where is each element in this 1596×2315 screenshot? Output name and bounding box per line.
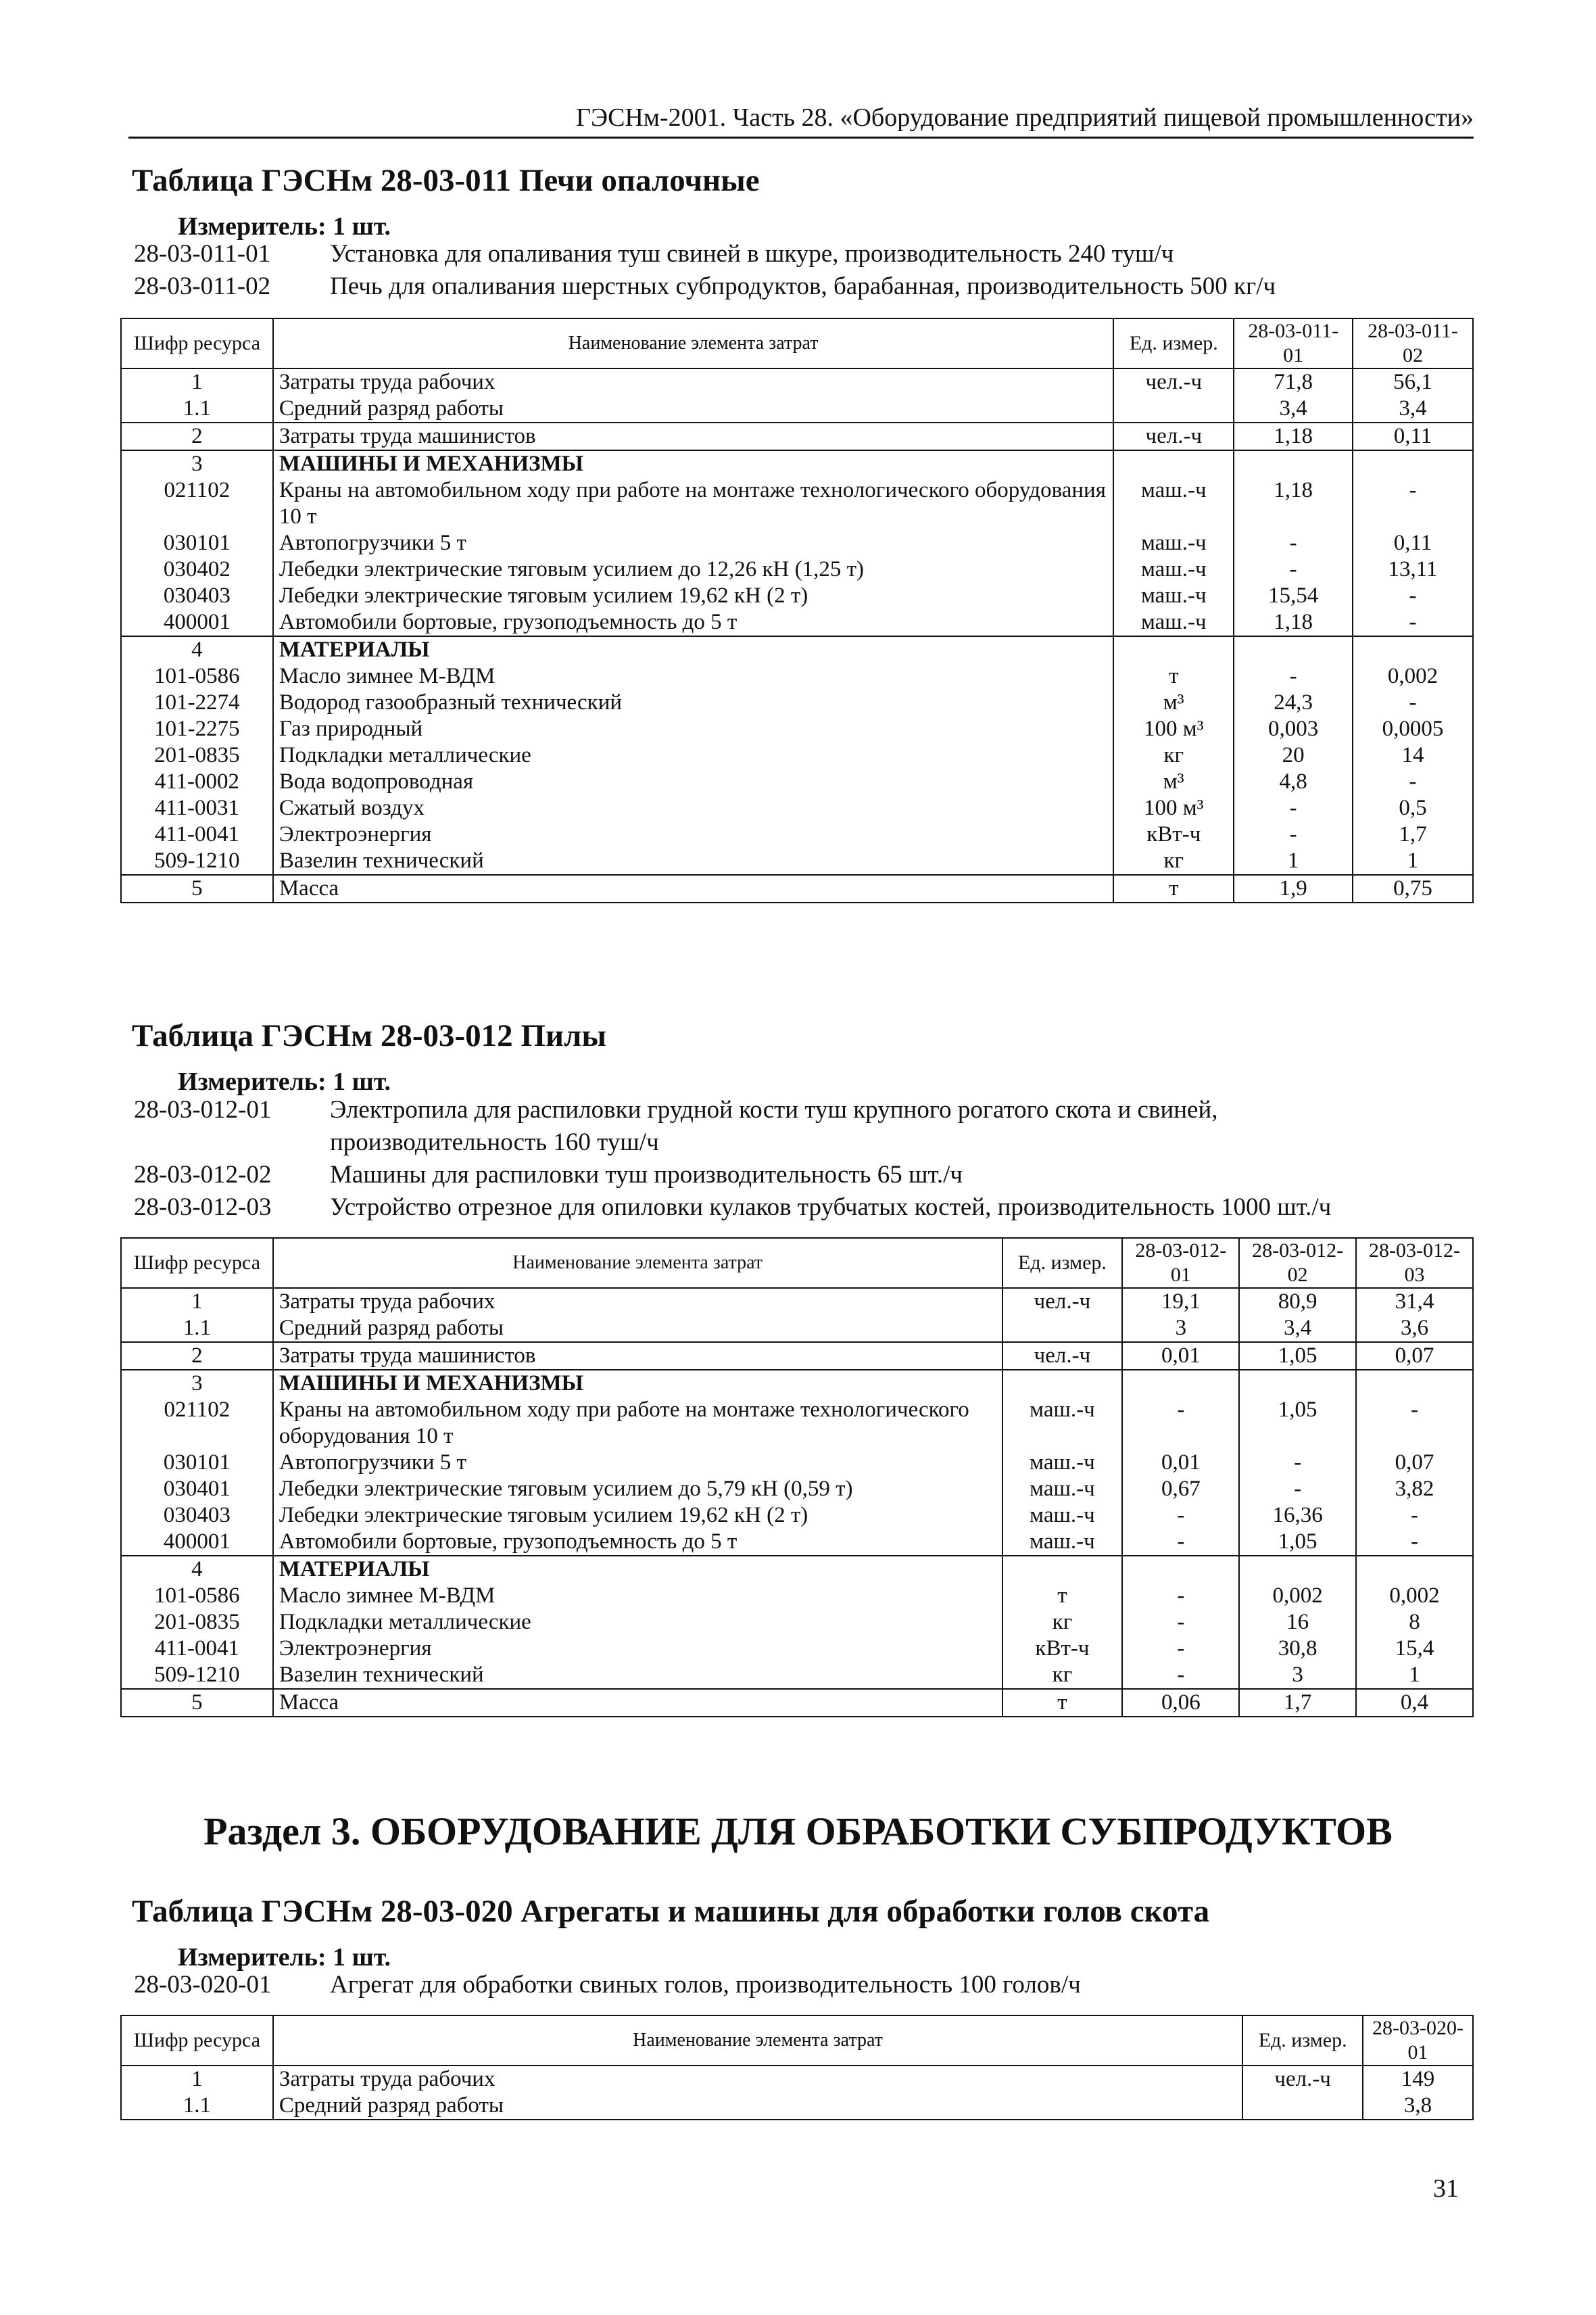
norm-value: 0,4 [1356,1689,1473,1717]
norm-value: 13,11 [1353,556,1473,583]
cost-element-name: Газ природный [273,716,1114,742]
unit-of-measure: м³ [1113,769,1234,795]
section-title: Раздел 3. ОБОРУДОВАНИЕ ДЛЯ ОБРАБОТКИ СУБПРОДУКТОВ [203,1809,1393,1853]
norm-value: 149 [1363,2066,1473,2093]
norm-value [1353,636,1473,663]
norm-value [1234,636,1353,663]
column-header-unit: Ед. измер. [1113,318,1234,368]
norm-value: 0,0005 [1353,716,1473,742]
norm-value: 0,5 [1353,795,1473,821]
norm-value: 0,01 [1122,1450,1239,1476]
table-row [121,848,1473,875]
resource-code: 4 [121,636,273,663]
unit-of-measure: маш.-ч [1002,1529,1123,1556]
table-row [121,1342,1473,1370]
resource-code: 021102 [121,1397,273,1450]
cost-element-name: Лебедки электрические тяговым усилием до 12,26 кН (1,25 т) [273,556,1114,583]
norm-value [1356,1370,1473,1397]
resource-code: 201-0835 [121,1609,273,1636]
resource-code: 101-0586 [121,1583,273,1609]
unit-of-measure: кг [1002,1609,1123,1636]
norm-value: 14 [1353,742,1473,769]
unit-of-measure [1113,450,1234,477]
norm-value: - [1353,583,1473,609]
cost-element-name: Вазелин технический [273,1662,1002,1689]
norm-value: 8 [1356,1609,1473,1636]
cost-element-name: Электроэнергия [273,821,1114,848]
resource-code: 400001 [121,609,273,636]
norm-value: 3,4 [1353,396,1473,423]
cost-element-name: Автомобили бортовые, грузоподъемность до 5 т [273,1529,1002,1556]
resource-code: 1 [121,368,273,396]
resource-table [120,2015,1474,2120]
cost-element-name: Средний разряд работы [273,396,1114,423]
table-row [121,423,1473,450]
norm-value: 1,05 [1239,1342,1356,1370]
norm-value: 20 [1234,742,1353,769]
norm-code: 28-03-012-03 [134,1193,272,1221]
norm-description: Агрегат для обработки свиных голов, производительность 100 голов/ч [330,1971,1081,1999]
norm-value: 0,002 [1356,1583,1473,1609]
table-row [121,1583,1473,1609]
norm-value [1239,1370,1356,1397]
norm-value: - [1353,609,1473,636]
cost-element-name: МАТЕРИАЛЫ [273,1556,1002,1583]
cost-element-name: Вода водопроводная [273,769,1114,795]
norm-value: 0,11 [1353,423,1473,450]
norm-value: 3,6 [1356,1315,1473,1342]
unit-of-measure: маш.-ч [1113,609,1234,636]
norm-value: 30,8 [1239,1636,1356,1662]
table-row [121,716,1473,742]
table-title: Таблица ГЭСНм 28-03-020 Агрегаты и машины для обработки голов скота [132,1894,1210,1929]
norm-code-line [134,1094,1411,1159]
unit-of-measure [1002,1556,1123,1583]
unit-of-measure: маш.-ч [1113,583,1234,609]
norm-value: - [1239,1450,1356,1476]
norm-value: - [1234,663,1353,690]
resource-code: 3 [121,1370,273,1397]
norm-value: - [1122,1502,1239,1529]
norm-value: 0,75 [1353,875,1473,903]
resource-code: 400001 [121,1529,273,1556]
cost-element-name: Затраты труда рабочих [273,1288,1002,1315]
norm-value: 1,05 [1239,1529,1356,1556]
norm-code-line [134,1969,1479,2001]
table-header-row [121,1238,1473,1288]
resource-code: 4 [121,1556,273,1583]
column-header-norm: 28-03-012-02 [1239,1238,1356,1288]
norm-value: 3,82 [1356,1476,1473,1502]
table-row [121,1662,1473,1689]
cost-element-name: Краны на автомобильном ходу при работе на монтаже технологического оборудования 10 т [273,1397,1002,1450]
resource-code: 411-0041 [121,1636,273,1662]
table-row [121,1397,1473,1450]
norm-value: 15,54 [1234,583,1353,609]
column-header-unit: Ед. измер. [1002,1238,1123,1288]
unit-of-measure: маш.-ч [1113,556,1234,583]
unit-of-measure: кВт-ч [1002,1636,1123,1662]
measure-label: Измеритель: 1 шт. [178,212,391,241]
cost-element-name: Масло зимнее М-ВДМ [273,663,1114,690]
resource-code: 030403 [121,1502,273,1529]
column-header-code: Шифр ресурса [121,318,273,368]
table-row [121,663,1473,690]
table-row [121,368,1473,396]
table-row [121,1502,1473,1529]
column-header-norm: 28-03-011-01 [1234,318,1353,368]
norm-value: - [1122,1583,1239,1609]
group-row [121,450,1473,477]
cost-element-name: МАШИНЫ И МЕХАНИЗМЫ [273,1370,1002,1397]
resource-code: 201-0835 [121,742,273,769]
norm-value: 15,4 [1356,1636,1473,1662]
table-row [121,1450,1473,1476]
unit-of-measure: маш.-ч [1002,1397,1123,1450]
table-row [121,875,1473,903]
table-row [121,769,1473,795]
norm-value: 1,7 [1239,1689,1356,1717]
norm-value [1239,1556,1356,1583]
unit-of-measure: т [1113,875,1234,903]
resource-code: 411-0031 [121,795,273,821]
table-row [121,690,1473,716]
norm-value: - [1353,690,1473,716]
resource-code: 411-0041 [121,821,273,848]
table-row [121,1636,1473,1662]
norm-value: 1 [1356,1662,1473,1689]
norm-description: Печь для опаливания шерстных субпродуктов, барабанная, производительность 500 кг/ч [330,272,1276,300]
cost-element-name: Автопогрузчики 5 т [273,530,1114,556]
group-row [121,1556,1473,1583]
column-header-name: Наименование элемента затрат [273,2015,1242,2066]
norm-value: 0,06 [1122,1689,1239,1717]
norm-value: 3,8 [1363,2093,1473,2120]
unit-of-measure: 100 м³ [1113,716,1234,742]
norm-value: 0,01 [1122,1342,1239,1370]
resource-code: 2 [121,1342,273,1370]
unit-of-measure [1113,636,1234,663]
table-header-row [121,2015,1473,2066]
table-row [121,396,1473,423]
norm-value: 56,1 [1353,368,1473,396]
table-row [121,583,1473,609]
table-row [121,795,1473,821]
resource-code: 030101 [121,530,273,556]
unit-of-measure: т [1002,1689,1123,1717]
resource-code: 509-1210 [121,848,273,875]
table-row [121,477,1473,530]
norm-value: 0,11 [1353,530,1473,556]
norm-code-line [134,1159,1479,1191]
cost-element-name: Затраты труда рабочих [273,368,1114,396]
column-header-code: Шифр ресурса [121,2015,273,2066]
resource-table [120,318,1474,903]
norm-description: Электропила для распиловки грудной кости туш крупного рогатого скота и свиней, производительность 160 туш/ч [330,1096,1218,1156]
cost-element-name: Масса [273,1689,1002,1717]
unit-of-measure: кВт-ч [1113,821,1234,848]
cost-element-name: Лебедки электрические тяговым усилием 19,62 кН (2 т) [273,583,1114,609]
column-header-norm: 28-03-011-02 [1353,318,1473,368]
unit-of-measure: маш.-ч [1002,1502,1123,1529]
resource-code: 1.1 [121,2093,273,2120]
resource-code: 5 [121,1689,273,1717]
resource-code: 030403 [121,583,273,609]
norm-value [1353,450,1473,477]
resource-code: 1 [121,1288,273,1315]
resource-code: 5 [121,875,273,903]
resource-code: 101-0586 [121,663,273,690]
unit-of-measure: кг [1113,742,1234,769]
running-header: ГЭСНм-2001. Часть 28. «Оборудование предприятий пищевой промышленности» [128,103,1474,139]
group-row [121,636,1473,663]
norm-value: 19,1 [1122,1288,1239,1315]
norm-code-line [134,238,1479,270]
unit-of-measure: кг [1002,1662,1123,1689]
norm-code: 28-03-011-01 [134,240,271,268]
norm-value: 3 [1239,1662,1356,1689]
cost-element-name: Водород газообразный технический [273,690,1114,716]
table-row [121,2066,1473,2093]
norm-value: 16,36 [1239,1502,1356,1529]
measure-label: Измеритель: 1 шт. [178,1068,391,1096]
norm-value: - [1356,1502,1473,1529]
cost-element-name: Подкладки металлические [273,742,1114,769]
column-header-code: Шифр ресурса [121,1238,273,1288]
resource-code: 1.1 [121,1315,273,1342]
cost-element-name: Затраты труда машинистов [273,1342,1002,1370]
norm-value: 3,4 [1234,396,1353,423]
cost-element-name: Средний разряд работы [273,1315,1002,1342]
unit-of-measure: маш.-ч [1002,1476,1123,1502]
norm-value: - [1353,769,1473,795]
norm-value: 24,3 [1234,690,1353,716]
table-row [121,742,1473,769]
unit-of-measure: т [1113,663,1234,690]
norm-value: - [1356,1397,1473,1450]
table-row [121,530,1473,556]
norm-value: - [1122,1662,1239,1689]
unit-of-measure: чел.-ч [1242,2066,1363,2093]
norm-value: - [1122,1397,1239,1450]
table-row [121,1476,1473,1502]
cost-element-name: Автопогрузчики 5 т [273,1450,1002,1476]
norm-code: 28-03-012-01 [134,1096,272,1124]
norm-value: 0,003 [1234,716,1353,742]
cost-element-name: Автомобили бортовые, грузоподъемность до 5 т [273,609,1114,636]
resource-code: 2 [121,423,273,450]
table-row [121,1315,1473,1342]
norm-value: 31,4 [1356,1288,1473,1315]
table-row [121,609,1473,636]
table-row [121,821,1473,848]
unit-of-measure [1113,396,1234,423]
cost-element-name: Сжатый воздух [273,795,1114,821]
unit-of-measure: чел.-ч [1002,1288,1123,1315]
resource-table [120,1237,1474,1717]
cost-element-name: Масса [273,875,1114,903]
table-title: Таблица ГЭСНм 28-03-012 Пилы [132,1018,607,1053]
unit-of-measure: кг [1113,848,1234,875]
norm-value: - [1239,1476,1356,1502]
norm-code-line [134,1191,1479,1224]
resource-code: 411-0002 [121,769,273,795]
cost-element-name: Средний разряд работы [273,2093,1242,2120]
cost-element-name: Лебедки электрические тяговым усилием 19,62 кН (2 т) [273,1502,1002,1529]
resource-code: 030401 [121,1476,273,1502]
group-row [121,1370,1473,1397]
cost-element-name: Краны на автомобильном ходу при работе на монтаже технологического оборудования 10 т [273,477,1114,530]
resource-code: 101-2274 [121,690,273,716]
norm-value: - [1122,1609,1239,1636]
norm-code: 28-03-020-01 [134,1971,272,1999]
unit-of-measure [1242,2093,1363,2120]
norm-value: 0,002 [1239,1583,1356,1609]
page-number: 31 [1433,2174,1459,2203]
norm-value [1234,450,1353,477]
column-header-name: Наименование элемента затрат [273,318,1114,368]
norm-value: 3,4 [1239,1315,1356,1342]
unit-of-measure: чел.-ч [1113,368,1234,396]
table-header-row [121,318,1473,368]
table-row [121,1689,1473,1717]
unit-of-measure: маш.-ч [1002,1450,1123,1476]
norm-value [1122,1556,1239,1583]
norm-value: 1,7 [1353,821,1473,848]
unit-of-measure: чел.-ч [1002,1342,1123,1370]
table-row [121,1288,1473,1315]
measure-label: Измеритель: 1 шт. [178,1943,391,1972]
norm-value: 16 [1239,1609,1356,1636]
norm-value: - [1234,556,1353,583]
norm-value: 0,07 [1356,1450,1473,1476]
norm-value: 4,8 [1234,769,1353,795]
column-header-norm: 28-03-020-01 [1363,2015,1473,2066]
column-header-unit: Ед. измер. [1242,2015,1363,2066]
unit-of-measure: маш.-ч [1113,530,1234,556]
norm-value: 0,67 [1122,1476,1239,1502]
column-header-name: Наименование элемента затрат [273,1238,1002,1288]
norm-description: Устройство отрезное для опиловки кулаков трубчатых костей, производительность 1000 шт./ч [330,1193,1332,1221]
norm-description: Машины для распиловки туш производительность 65 шт./ч [330,1161,963,1189]
column-header-norm: 28-03-012-01 [1122,1238,1239,1288]
table-row [121,2093,1473,2120]
unit-of-measure: 100 м³ [1113,795,1234,821]
norm-value: 0,07 [1356,1342,1473,1370]
norm-value: 0,002 [1353,663,1473,690]
norm-value: 1 [1353,848,1473,875]
unit-of-measure [1002,1370,1123,1397]
norm-value: - [1122,1529,1239,1556]
norm-value: - [1234,795,1353,821]
cost-element-name: МАТЕРИАЛЫ [273,636,1114,663]
unit-of-measure: чел.-ч [1113,423,1234,450]
cost-element-name: Электроэнергия [273,1636,1002,1662]
unit-of-measure: т [1002,1583,1123,1609]
norm-value: 1,18 [1234,477,1353,530]
norm-code-line [134,270,1479,303]
table-row [121,1609,1473,1636]
cost-element-name: Вазелин технический [273,848,1114,875]
unit-of-measure: маш.-ч [1113,477,1234,530]
resource-code: 030402 [121,556,273,583]
norm-value: - [1353,477,1473,530]
norm-value: 1,18 [1234,423,1353,450]
resource-code: 030101 [121,1450,273,1476]
unit-of-measure: м³ [1113,690,1234,716]
table-row [121,1529,1473,1556]
norm-value: - [1356,1529,1473,1556]
cost-element-name: Подкладки металлические [273,1609,1002,1636]
cost-element-name: Затраты труда машинистов [273,423,1114,450]
table-row [121,556,1473,583]
norm-value: - [1234,821,1353,848]
unit-of-measure [1002,1315,1123,1342]
norm-value: 1 [1234,848,1353,875]
norm-code: 28-03-012-02 [134,1161,272,1189]
resource-code: 509-1210 [121,1662,273,1689]
cost-element-name: МАШИНЫ И МЕХАНИЗМЫ [273,450,1114,477]
resource-code: 101-2275 [121,716,273,742]
norm-code: 28-03-011-02 [134,272,271,300]
cost-element-name: Затраты труда рабочих [273,2066,1242,2093]
cost-element-name: Лебедки электрические тяговым усилием до 5,79 кН (0,59 т) [273,1476,1002,1502]
resource-code: 1.1 [121,396,273,423]
norm-value: 80,9 [1239,1288,1356,1315]
norm-value: - [1122,1636,1239,1662]
norm-value: 1,9 [1234,875,1353,903]
norm-value: 1,18 [1234,609,1353,636]
norm-value [1356,1556,1473,1583]
resource-code: 3 [121,450,273,477]
cost-element-name: Масло зимнее М-ВДМ [273,1583,1002,1609]
norm-value [1122,1370,1239,1397]
norm-description: Установка для опаливания туш свиней в шкуре, производительность 240 туш/ч [330,240,1174,268]
norm-value: 3 [1122,1315,1239,1342]
column-header-norm: 28-03-012-03 [1356,1238,1473,1288]
norm-value: 1,05 [1239,1397,1356,1450]
norm-value: - [1234,530,1353,556]
table-title: Таблица ГЭСНм 28-03-011 Печи опалочные [132,163,760,198]
resource-code: 021102 [121,477,273,530]
resource-code: 1 [121,2066,273,2093]
norm-value: 71,8 [1234,368,1353,396]
